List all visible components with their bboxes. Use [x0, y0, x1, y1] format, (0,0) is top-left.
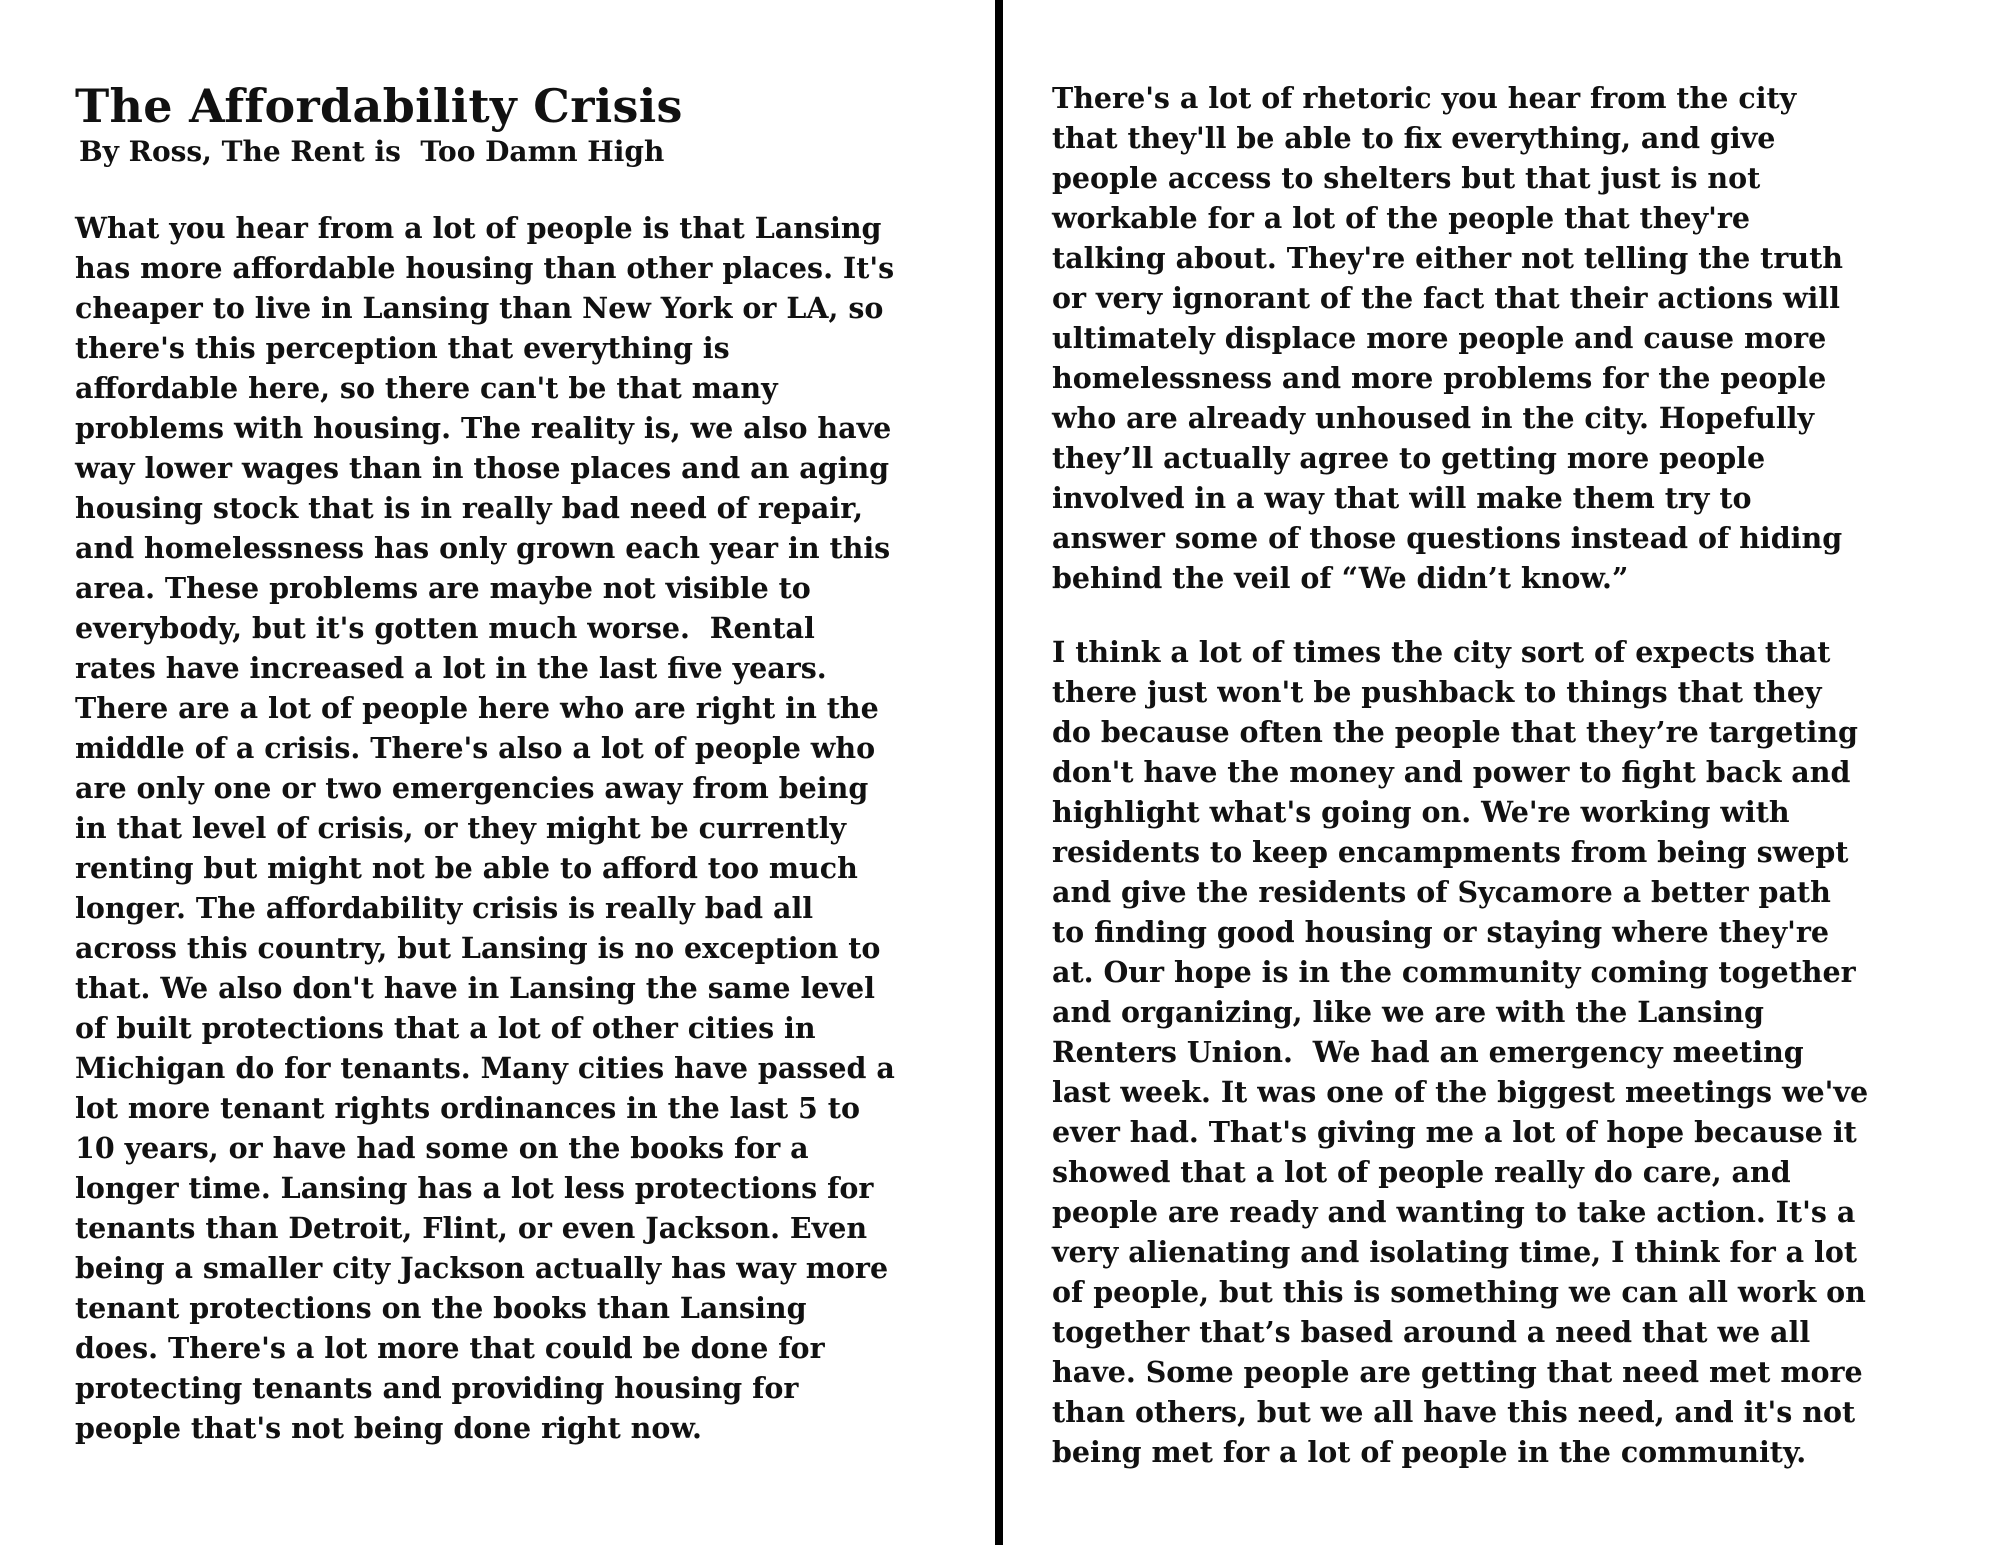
right-column	[1052, 78, 1952, 1472]
text-line: there's this perception that everything is	[75, 331, 730, 365]
text-line: does. There's a lot more that could be done for	[75, 1331, 825, 1365]
text-line: talking about. They're either not telling the truth	[1052, 241, 1843, 275]
text-line: in that level of crisis, or they might be currently	[75, 811, 847, 845]
text-line: or very ignorant of the fact that their actions will	[1052, 281, 1840, 315]
text-line: being a smaller city Jackson actually has way more	[75, 1251, 889, 1285]
text-line: everybody, but it's gotten much worse. Rental	[75, 611, 815, 645]
text-line: there just won't be pushback to things that they	[1052, 675, 1822, 709]
text-line: middle of a crisis. There's also a lot of people who	[75, 731, 876, 765]
text-line: and homelessness has only grown each year in this	[75, 531, 891, 565]
text-line: don't have the money and power to fight back and	[1052, 755, 1851, 789]
text-line: rates have increased a lot in the last five years.	[75, 651, 827, 685]
text-line: do because often the people that they’re targeting	[1052, 715, 1858, 749]
text-line: problems with housing. The reality is, we also have	[75, 411, 892, 445]
text-line: have. Some people are getting that need met more	[1052, 1355, 1863, 1389]
text-line: I think a lot of times the city sort of expects that	[1052, 635, 1831, 669]
text-line: who are already unhoused in the city. Hopefully	[1052, 401, 1815, 435]
text-line: of people, but this is something we can all work on	[1052, 1275, 1866, 1309]
text-line: tenants than Detroit, Flint, or even Jackson. Even	[75, 1211, 868, 1245]
text-line: and give the residents of Sycamore a better path	[1052, 875, 1831, 909]
text-line: lot more tenant rights ordinances in the last 5 to	[75, 1091, 860, 1125]
text-line: area. These problems are maybe not visible to	[75, 571, 811, 605]
text-line: Michigan do for tenants. Many cities have passed a	[75, 1051, 895, 1085]
text-line: Renters Union. We had an emergency meeting	[1052, 1035, 1804, 1069]
text-line: they’ll actually agree to getting more people	[1052, 441, 1766, 475]
text-line: that they'll be able to fix everything, and give	[1052, 121, 1776, 155]
text-line: people are ready and wanting to take action. It's a	[1052, 1195, 1856, 1229]
text-line: What you hear from a lot of people is that Lansing	[75, 211, 882, 245]
text-line: cheaper to live in Lansing than New York or LA, so	[75, 291, 884, 325]
text-line: involved in a way that will make them try to	[1052, 481, 1752, 515]
text-line: 10 years, or have had some on the books for a	[75, 1131, 809, 1165]
text-line: last week. It was one of the biggest meetings we've	[1052, 1075, 1869, 1109]
text-line: than others, but we all have this need, and it's not	[1052, 1395, 1856, 1429]
text-line: affordable here, so there can't be that many	[75, 371, 778, 405]
text-line: ever had. That's giving me a lot of hope because it	[1052, 1115, 1857, 1149]
text-line: to finding good housing or staying where they're	[1052, 915, 1830, 949]
article-title: The Affordability Crisis	[75, 79, 683, 133]
text-line: together that’s based around a need that we all	[1052, 1315, 1811, 1349]
text-line: behind the veil of “We didn’t know.”	[1052, 561, 1629, 595]
text-line: homelessness and more problems for the people	[1052, 361, 1827, 395]
text-line: protecting tenants and providing housing for	[75, 1371, 799, 1405]
text-line: longer time. Lansing has a lot less protections for	[75, 1171, 874, 1205]
text-line: There's a lot of rhetoric you hear from the city	[1052, 81, 1797, 115]
text-line: housing stock that is in really bad need of repair,	[75, 491, 864, 525]
text-line: renting but might not be able to afford too much	[75, 851, 858, 885]
text-line: people access to shelters but that just is not	[1052, 161, 1761, 195]
text-line: answer some of those questions instead of hiding	[1052, 521, 1843, 555]
text-line: There are a lot of people here who are right in the	[75, 691, 879, 725]
text-line: being met for a lot of people in the community.	[1052, 1435, 1807, 1469]
right-paragraph-1	[1052, 78, 1952, 598]
article-byline: By Ross, The Rent is Too Damn High	[79, 135, 665, 168]
column-divider	[995, 0, 1003, 1545]
text-line: very alienating and isolating time, I think for a lot	[1052, 1235, 1858, 1269]
left-paragraph	[75, 208, 975, 1448]
text-line: has more affordable housing than other places. It's	[75, 251, 895, 285]
text-line: tenant protections on the books than Lansing	[75, 1291, 807, 1325]
text-line: and organizing, like we are with the Lansing	[1052, 995, 1764, 1029]
text-line: longer. The affordability crisis is really bad all	[75, 891, 814, 925]
text-line: ultimately displace more people and cause more	[1052, 321, 1827, 355]
right-paragraph-2	[1052, 632, 1952, 1472]
left-column	[75, 78, 975, 1448]
text-line: residents to keep encampments from being swept	[1052, 835, 1849, 869]
text-line: showed that a lot of people really do care, and	[1052, 1155, 1791, 1189]
text-line: at. Our hope is in the community coming together	[1052, 955, 1856, 989]
text-line: of built protections that a lot of other cities in	[75, 1011, 816, 1045]
text-line: that. We also don't have in Lansing the same level	[75, 971, 875, 1005]
text-line: are only one or two emergencies away from being	[75, 771, 869, 805]
text-line: way lower wages than in those places and an aging	[75, 451, 890, 485]
text-line: highlight what's going on. We're working with	[1052, 795, 1790, 829]
text-line: workable for a lot of the people that they're	[1052, 201, 1750, 235]
text-line: across this country, but Lansing is no exception to	[75, 931, 881, 965]
text-line: people that's not being done right now.	[75, 1411, 702, 1445]
